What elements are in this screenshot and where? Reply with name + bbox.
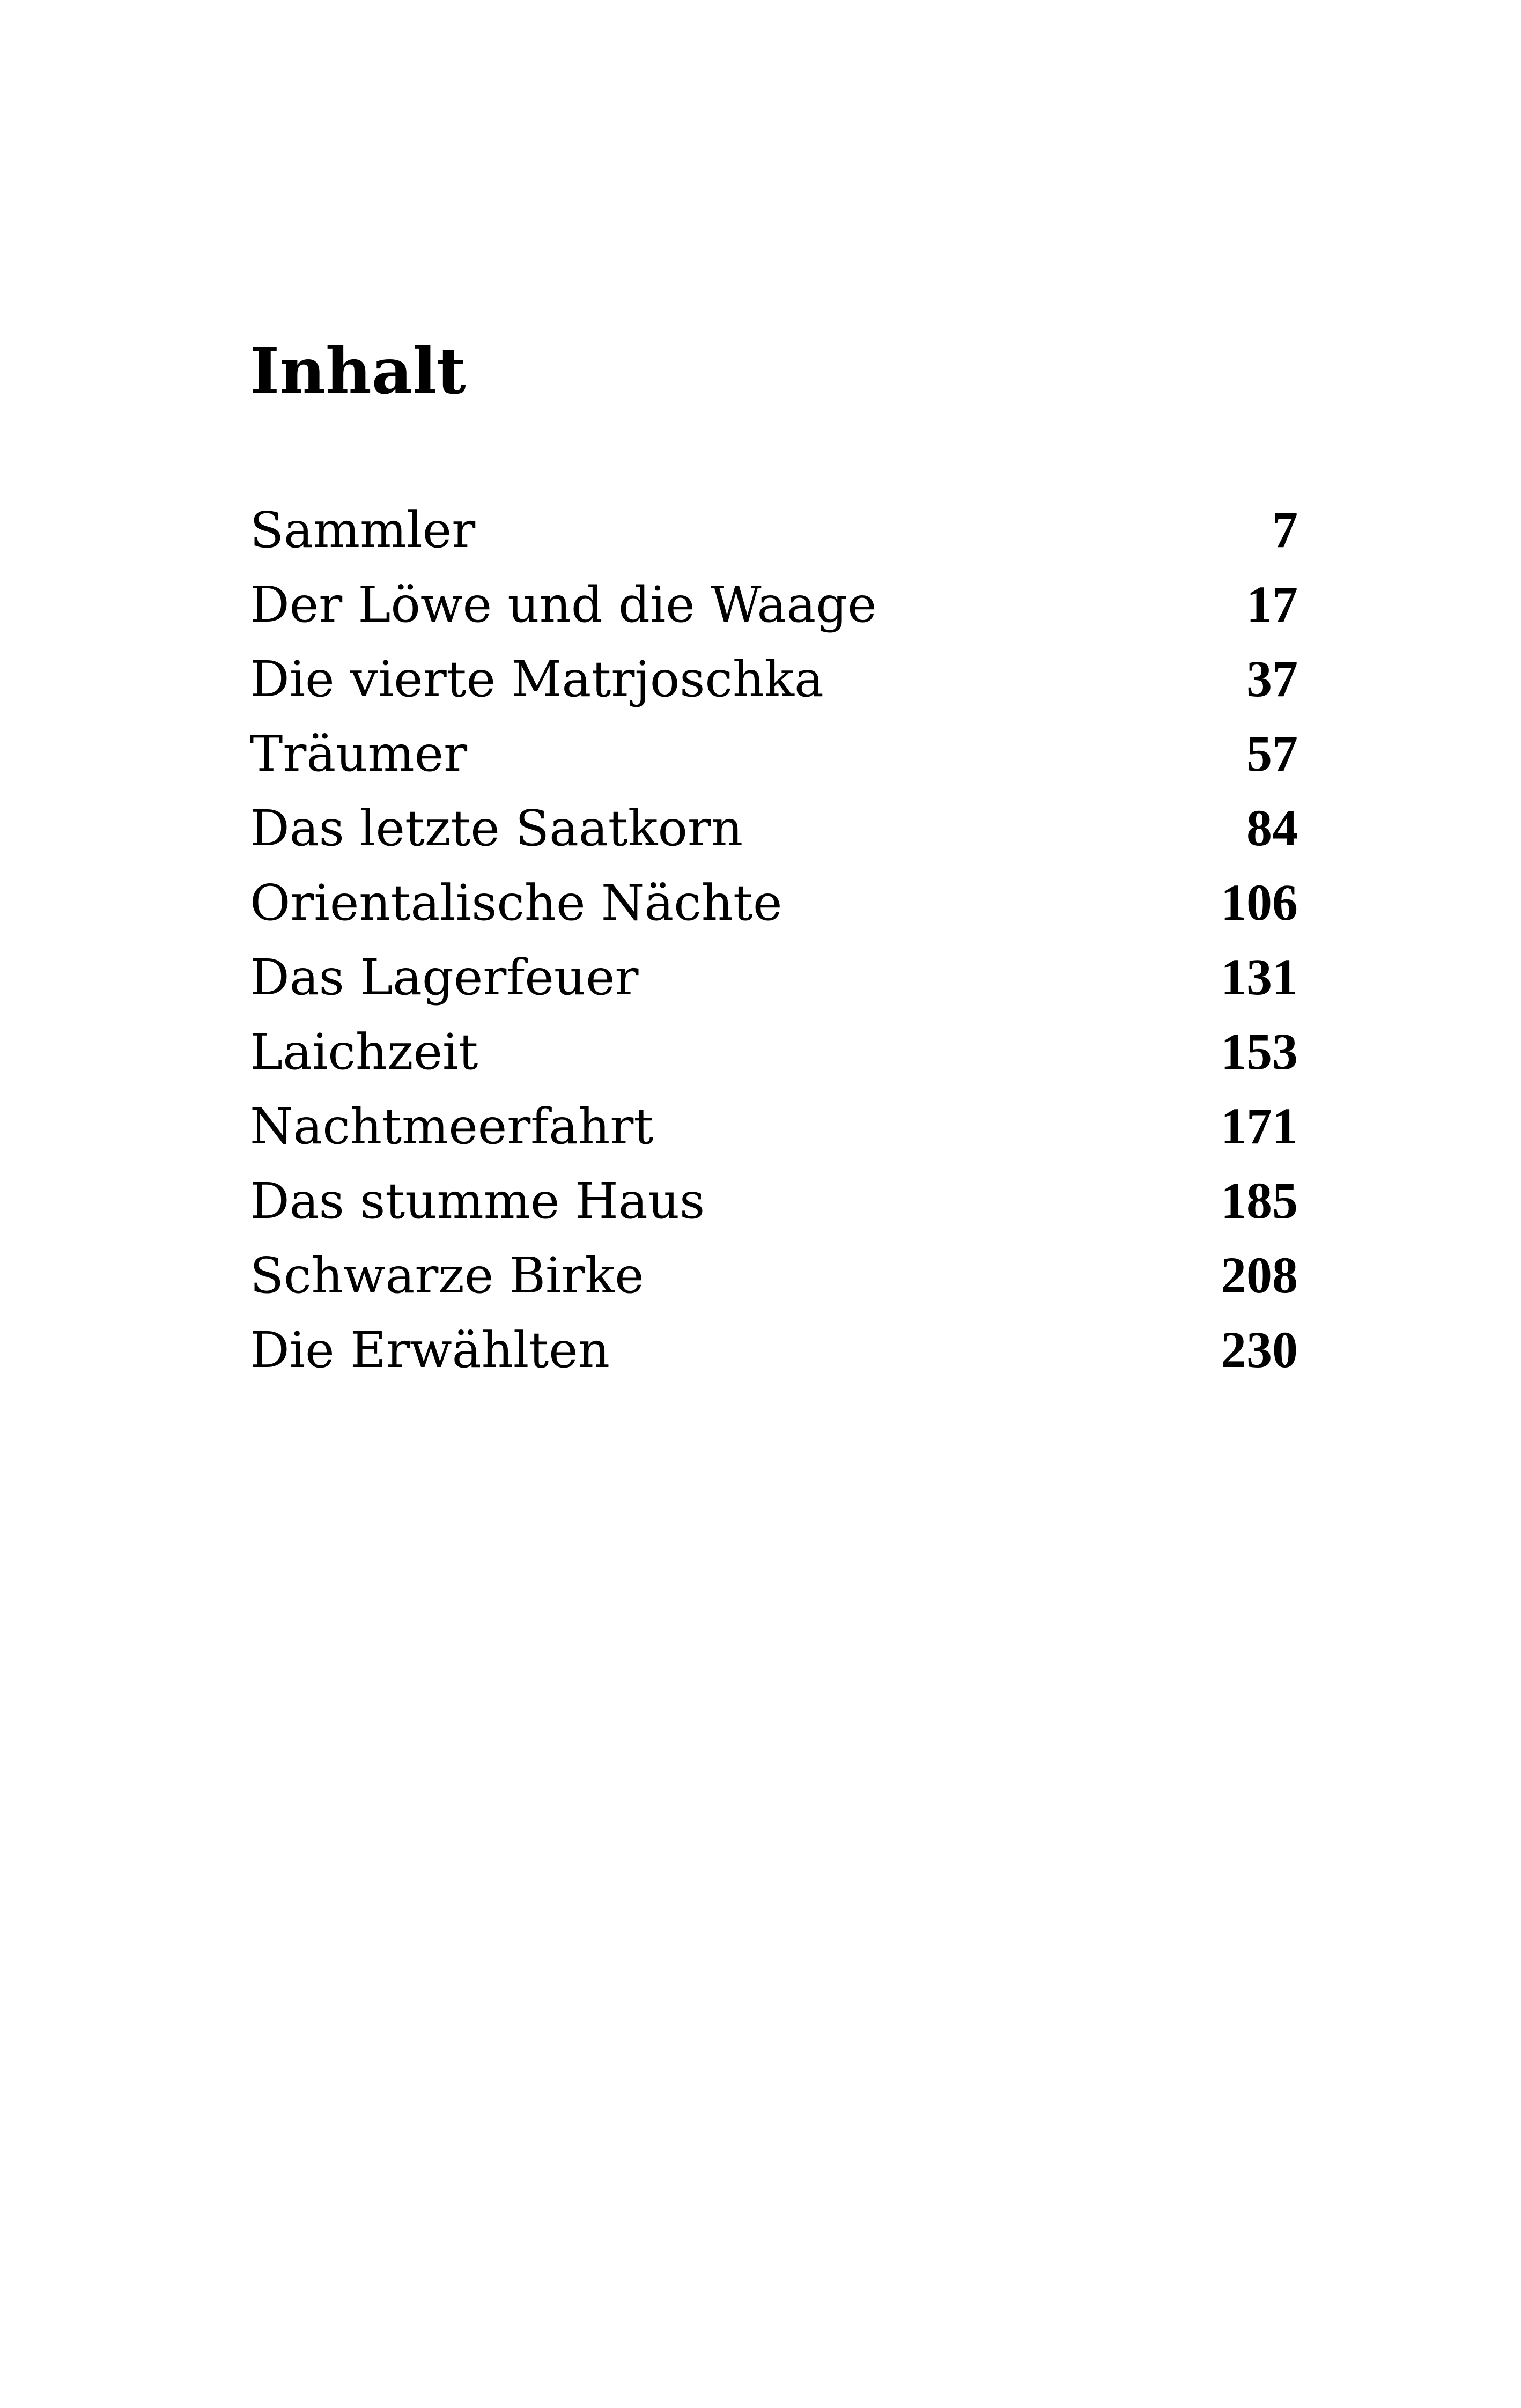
toc-entry-page-number: 37 [1246,650,1298,707]
toc-entry-page-number: 208 [1221,1246,1298,1304]
toc-entry [250,791,1298,865]
toc-entry [250,1312,1298,1387]
toc-entry-page-number: 171 [1221,1097,1298,1155]
toc-entry [250,1089,1298,1163]
toc-entry-title: Nachtmeerfahrt [250,1098,654,1155]
toc-entry-page-number: 230 [1221,1321,1298,1378]
toc-entry-page-number: 106 [1221,874,1298,931]
toc-entry-title: Das Lagerfeuer [250,949,639,1006]
toc-entry [250,567,1298,641]
toc-entry-title: Die vierte Matrjoschka [250,651,824,708]
table-of-contents [250,492,1298,1387]
toc-entry-title: Sammler [250,501,476,559]
toc-entry [250,492,1298,567]
toc-entry-title: Der Löwe und die Waage [250,576,877,633]
toc-entry [250,1014,1298,1089]
toc-entry [250,641,1298,716]
toc-entry [250,1163,1298,1238]
toc-entry-page-number: 131 [1221,948,1298,1006]
toc-entry [250,940,1298,1014]
toc-entry [250,1238,1298,1312]
page-title: Inhalt [250,334,466,408]
toc-entry-title: Schwarze Birke [250,1247,644,1304]
toc-entry-page-number: 185 [1221,1172,1298,1229]
toc-entry [250,865,1298,940]
toc-entry-title: Das letzte Saatkorn [250,800,743,857]
toc-entry-page-number: 17 [1246,575,1298,633]
toc-entry-title: Orientalische Nächte [250,874,782,932]
toc-entry-title: Die Erwählten [250,1321,610,1379]
toc-entry-title: Träumer [250,725,468,782]
toc-entry-title: Das stumme Haus [250,1172,705,1230]
toc-entry-page-number: 7 [1272,501,1298,558]
toc-entry-page-number: 153 [1221,1023,1298,1080]
toc-entry-title: Laichzeit [250,1023,478,1081]
toc-entry [250,716,1298,791]
toc-entry-page-number: 57 [1246,725,1298,782]
toc-entry-page-number: 84 [1246,799,1298,856]
